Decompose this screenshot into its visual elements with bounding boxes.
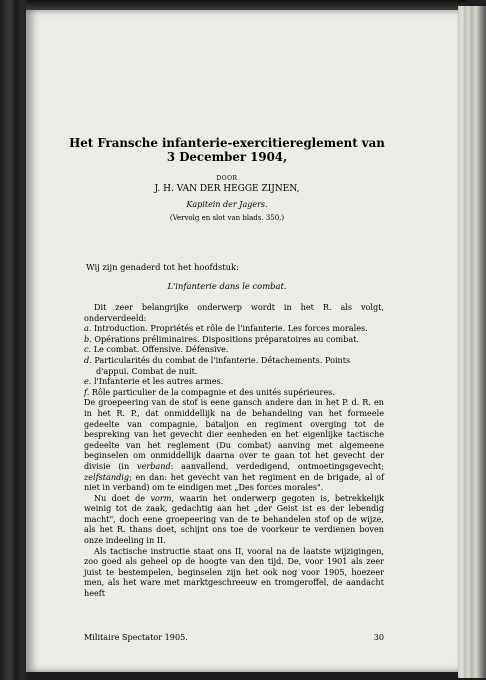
title-line-2: 3 December 1904, (166, 150, 288, 164)
author-name: J. H. VAN DER HEGGE ZIJNEN, (154, 184, 300, 194)
section-heading: L'infanterie dans le combat. (167, 281, 287, 291)
author-rank: Kapitein der Jagers. (186, 200, 268, 209)
list-item: b. Opérations préliminaires. Dispositions préparatoires au combat. (84, 333, 360, 344)
paragraph-2: De groepeering van de stof is eene gansch andere dan in het P. d. R. en in het R. P., dat onmiddellijk na de behandeling van het formeele gedeelte van compagnie, bataljon en regiment overging tot de bespreking van het gevecht dier eenheden en het eigenlijke tactische gedeelte van het reglement (Du combat) aanving met algemeene beginselen om onmiddellijk daarna over te gaan tot het gevecht der divisie (in verband: aanvallend, verdedigend, ontmoetingsgevecht; zelfstandig; en dan: het gevecht van het regiment en de brigade, al of niet in verband) om te eindigen met „Des forces morales". (84, 397, 384, 493)
paragraph-1: Dit zeer belangrijke onderwerp wordt in het R. als volgt, onderverdeeld: (84, 302, 384, 323)
list-item: c. Le combat. Offensive. Défensive. (84, 344, 229, 355)
list-item: d. Particularités du combat de l'infanterie. Détachements. Points d'appui. Combat de nuit. (84, 354, 351, 376)
title-line-1: Het Fransche infanterie-exercitiereglement van (69, 136, 385, 150)
byline-door: DOOR (216, 175, 238, 182)
page-footer (84, 632, 384, 642)
paragraph-4: Als tactische instructie staat ons II, vooral na de laatste wijzigingen, zoo goed als geheel op de hoogte van den tijd. De, voor 1901 als zeer juist te bestempelen, beginselen zijn het ook nog voor 1905, hoezeer men, als het ware met marktgeschreeuw en tromgeroffel, de aandacht heeft (84, 545, 384, 599)
list-item: e. l'Infanterie et les autres armes. (84, 376, 224, 387)
list-item: f. Rôle particulier de la compagnie et des unités supérieures. (84, 386, 335, 397)
page-number: 30 (373, 632, 384, 642)
article-title (62, 136, 392, 164)
subdivision-list (84, 323, 384, 397)
journal-name: Militaire Spectator 1905. (84, 632, 188, 642)
list-item: a. Introduction. Propriétés et rôle de l'infanterie. Les forces morales. (84, 323, 368, 334)
continuation-note: (Vervolg en slot van blads. 350.) (169, 214, 285, 222)
book-page-edges (458, 6, 486, 678)
intro-line: Wij zijn genaderd tot het hoofdstuk: (86, 262, 239, 272)
article-body (84, 302, 384, 599)
paragraph-3: Nu doet de vorm, waarin het onderwerp gegoten is, betrekkelijk weinig tot de zaak, gedachtig aan het „der Geist ist es der lebendig macht", doch eene groepeering van de te behandelen stof op de wijze, als het R. thans doet, schijnt ons toe de voorkeur te verdienen boven onze indeeling in II. (84, 492, 384, 546)
